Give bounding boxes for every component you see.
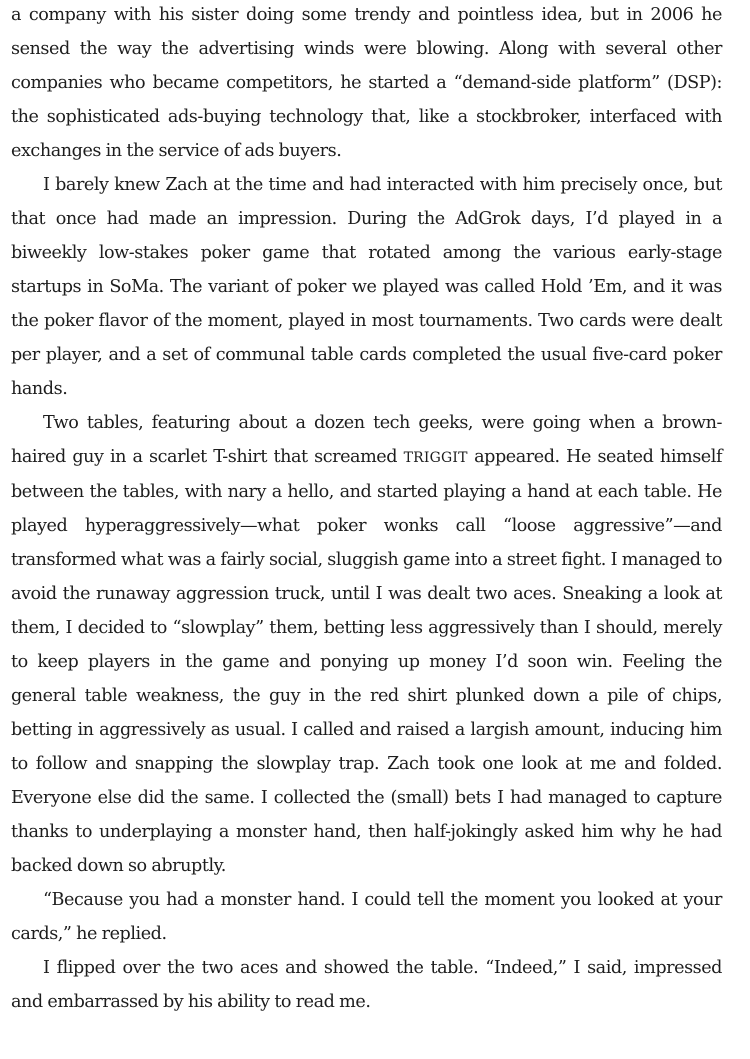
paragraph-continuation: a company with his sister doing some trendy and pointless idea, but in 2006 he sensed the way the advertising winds were blowing. Along with several other companies who became competitors, he started a “demand-side platform” (DSP): the sophisticated ads-buying technology that, like a stockbroker, interfaced with exchanges in the service of ads buyers. (11, 5, 722, 161)
triggit-smallcaps: TRIGGIT (403, 450, 468, 466)
paragraph-meeting-zach: I barely knew Zach at the time and had interacted with him precisely once, but that once had made an impression. During the AdGrok days, I’d played in a biweekly low-stakes poker game that rotated among the various early-stage startups in SoMa. The variant of poker we played was called Hold ’Em, and it was the poker flavor of the moment, played in most tournaments. Two cards were dealt per player, and a set of communal table cards completed the usual five-card poker hands. (11, 175, 722, 399)
paragraph-quote-reply: “Because you had a monster hand. I could tell the moment you looked at your cards,” he replied. (11, 890, 722, 944)
paragraph-poker-game-part-1: Two tables, featuring about a dozen tech geeks, were going when a brown-haired guy in a scarlet T-shirt that screamed (11, 413, 722, 467)
paragraph-poker-game-part-2: appeared. He seated himself between the tables, with nary a hello, and started playing a hand at each table. He played hyperaggressively—what poker wonks call “loose aggressive”—and transformed what was a fairly social, sluggish game into a street fight. I managed to avoid the runaway aggression truck, until I was dealt two aces. Sneaking a look at them, I decided to “slowplay” them, betting less aggressively than I should, merely to keep players in the game and ponying up money I’d soon win. Feeling the general table weakness, the guy in the red shirt plunked down a pile of chips, betting in aggressively as usual. I called and raised a largish amount, inducing him to follow and snapping the slowplay trap. Zach took one look at me and folded. Everyone else did the same. I collected the (small) bets I had managed to capture thanks to underplaying a monster hand, then half-jokingly asked him why he had backed down so abruptly. (11, 447, 723, 876)
paragraph-flipped-aces: I flipped over the two aces and showed the table. “Indeed,” I said, impressed and embarrassed by his ability to read me. (11, 958, 722, 1012)
paragraph-poker-game (11, 406, 722, 883)
